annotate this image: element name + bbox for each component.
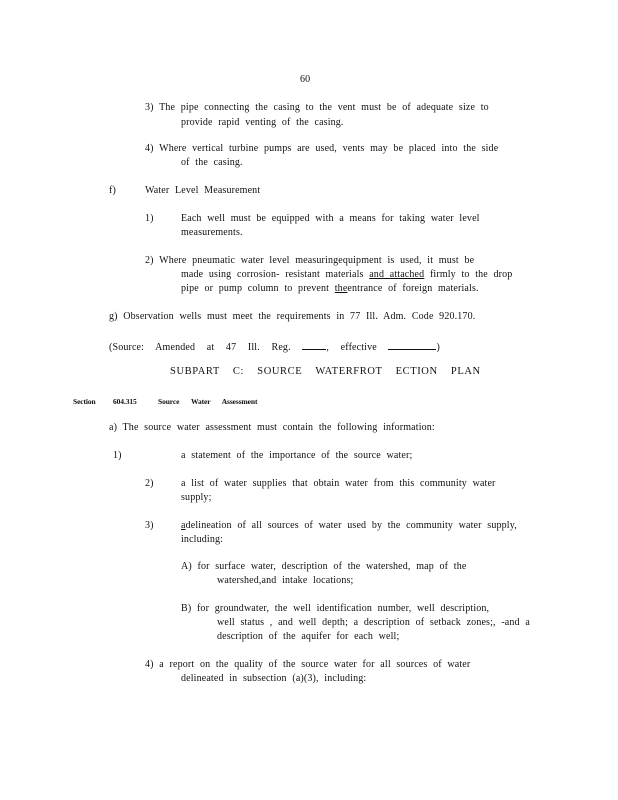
- item-e3-line1: 3) The pipe connecting the casing to the vent must be of adequate size to: [145, 102, 489, 113]
- item-a4-line2: delineated in subsection (a)(3), including:: [181, 673, 367, 684]
- item-f1-line2: measurements.: [181, 227, 243, 238]
- item-f1-number: 1): [145, 213, 154, 224]
- item-a2-line1: a list of water supplies that obtain water from this community water: [181, 478, 496, 489]
- item-a3-underlined: a: [181, 520, 186, 531]
- item-f1-line1: Each well must be equipped with a means for taking water level: [181, 213, 480, 224]
- item-a3-number: 3): [145, 520, 154, 531]
- source-note-text-c: ): [436, 342, 440, 353]
- item-a3B-line1: B) for groundwater, the well identification number, well description,: [181, 603, 490, 614]
- subpart-heading: SUBPART C: SOURCE WATERFROT ECTION PLAN: [170, 366, 481, 377]
- item-f2-line3: [181, 283, 479, 295]
- source-note-text-b: , effective: [326, 342, 377, 353]
- source-note: [109, 339, 440, 354]
- item-e4-line1: 4) Where vertical turbine pumps are used, vents may be placed into the side: [145, 143, 499, 154]
- item-g: g) Observation wells must meet the requirements in 77 Ill. Adm. Code 920.170.: [109, 311, 476, 322]
- item-a3-line2: including:: [181, 534, 224, 545]
- section-f-label: f): [109, 185, 116, 196]
- item-a: a) The source water assessment must contain the following information:: [109, 422, 435, 433]
- source-note-text-a: (Source: Amended at 47 Ill. Reg.: [109, 342, 291, 353]
- item-a3A-line1: A) for surface water, description of the watershed, map of the: [181, 561, 467, 572]
- section-title: Source Water Assessment: [158, 397, 258, 406]
- section-number: 604.315: [113, 397, 137, 406]
- page-number: 60: [300, 74, 311, 85]
- item-a3-line1: [181, 520, 517, 532]
- item-a2-number: 2): [145, 478, 154, 489]
- item-a3A-line2: watershed,and intake locations;: [217, 575, 354, 586]
- item-f2-line3-underlined: the: [334, 283, 348, 294]
- item-a3B-line2: well status , and well depth; a description of setback zones;, -and a: [217, 617, 530, 628]
- item-a3B-line3: description of the aquifer for each well;: [217, 631, 400, 642]
- item-f2-line1: 2) Where pneumatic water level measuringequipment is used, it must be: [145, 255, 475, 266]
- item-f2-line3-text-a: pipe or pump column to prevent: [181, 283, 330, 294]
- item-f2-line3-text-b: entrance of foreign materials.: [347, 283, 479, 294]
- item-a3-line1-text: delineation of all sources of water used by the community water supply,: [185, 520, 517, 531]
- source-effective-blank: [388, 339, 436, 350]
- item-a1-text: a statement of the importance of the source water;: [181, 450, 413, 461]
- item-f2-line2: [181, 269, 512, 281]
- section-f-title: Water Level Measurement: [145, 185, 261, 196]
- item-e3-line2: provide rapid venting of the casing.: [181, 117, 344, 128]
- section-label: Section: [73, 397, 96, 406]
- item-a4-line1: 4) a report on the quality of the source water for all sources of water: [145, 659, 471, 670]
- item-f2-line2-text-b: firmly to the drop: [429, 269, 513, 280]
- item-f2-line2-underlined: and attached: [369, 269, 425, 280]
- source-register-blank: [302, 339, 326, 350]
- item-a2-line2: supply;: [181, 492, 212, 503]
- item-a1-number: 1): [113, 450, 122, 461]
- item-e4-line2: of the casing.: [181, 157, 243, 168]
- item-f2-line2-text-a: made using corrosion- resistant materials: [181, 269, 364, 280]
